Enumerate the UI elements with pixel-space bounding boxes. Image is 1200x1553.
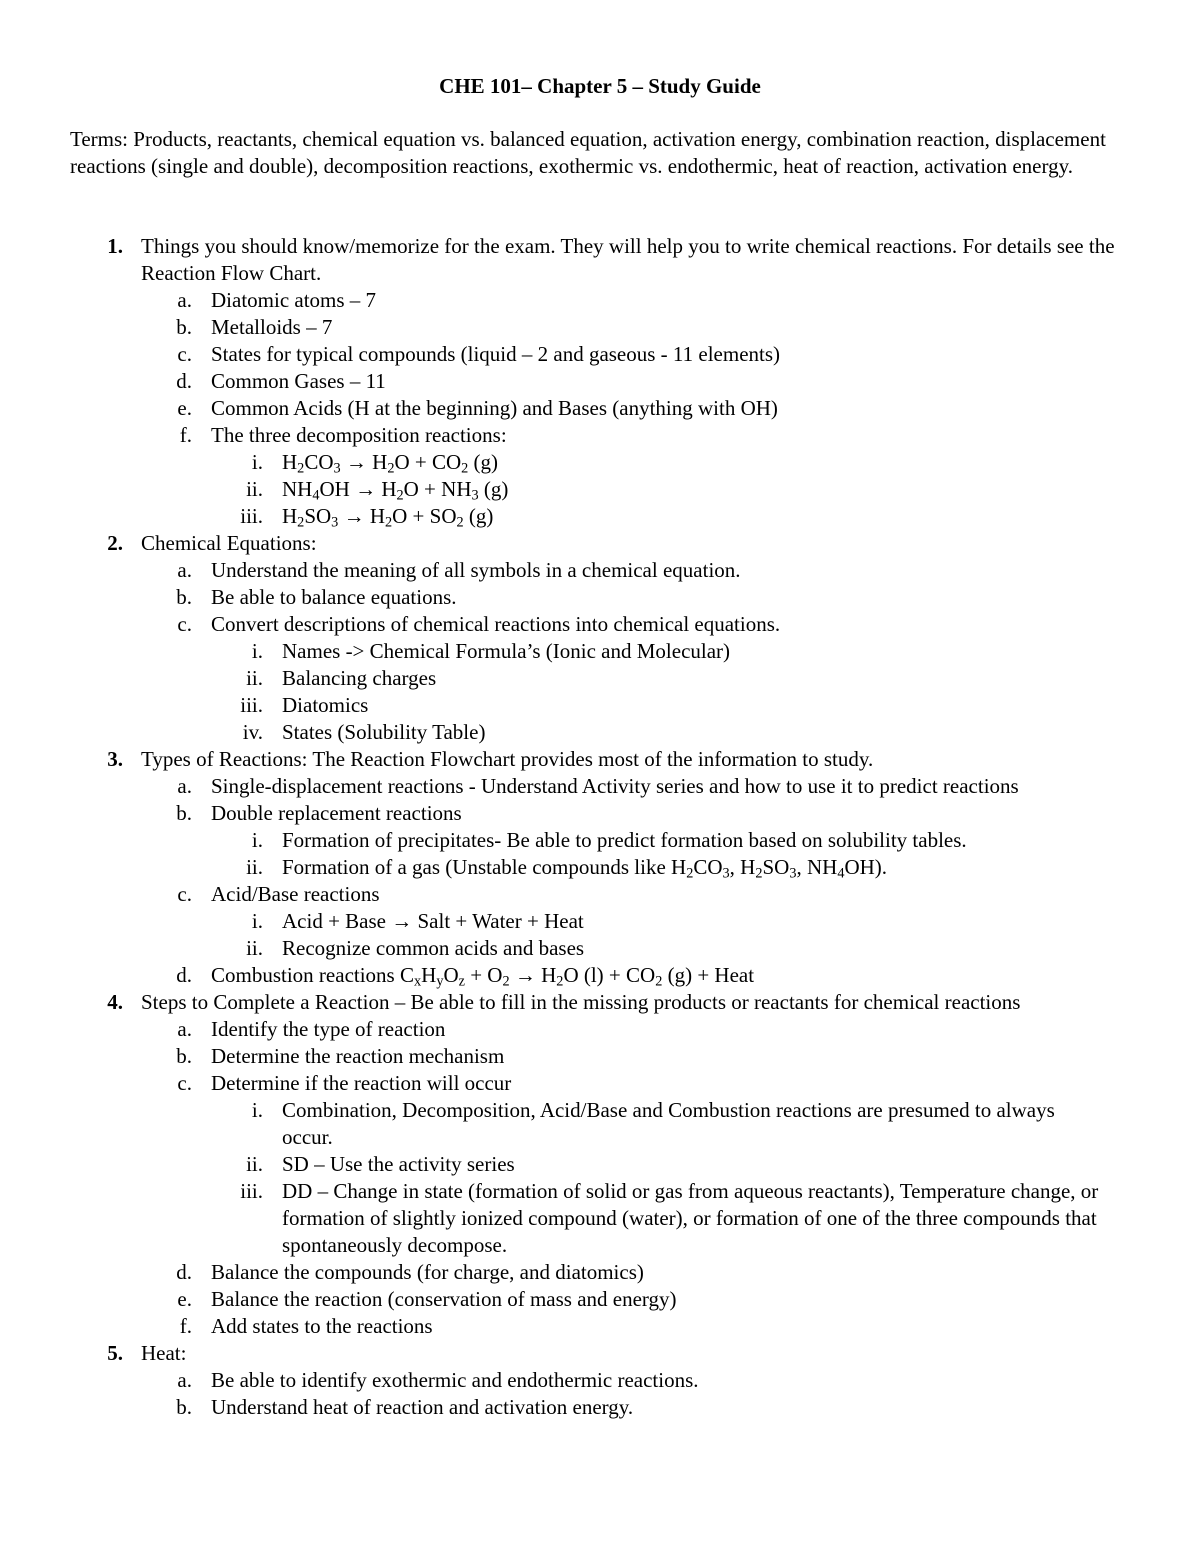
list-marker: 2. xyxy=(107,531,123,555)
sub-list-item xyxy=(0,1097,1200,1151)
list-marker: i. xyxy=(251,639,263,663)
sub-list-item xyxy=(0,1178,1200,1259)
list-marker: 4. xyxy=(107,990,123,1014)
list-item-text: Add states to the reactions xyxy=(211,1314,433,1338)
list-item-text: DD – Change in state (formation of solid or gas from aqueous reactants), Temperature change, or formation of slightly ionized compound (water), or formation of one of the three compounds that spontaneously decompose. xyxy=(282,1179,1099,1257)
list-item-text: Understand the meaning of all symbols in a chemical equation. xyxy=(211,558,741,582)
sub-list-item xyxy=(0,449,1200,476)
list-marker: i. xyxy=(251,450,263,474)
list-item xyxy=(0,1367,1200,1394)
list-item xyxy=(0,287,1200,314)
list-item-text: Determine the reaction mechanism xyxy=(211,1044,505,1068)
list-item-text: Formation of precipitates- Be able to predict formation based on solubility tables. xyxy=(282,828,967,852)
list-marker: f. xyxy=(179,1314,192,1338)
sub-list-item xyxy=(0,476,1200,503)
list-item xyxy=(0,1259,1200,1286)
list-marker: c. xyxy=(177,882,192,906)
list-item xyxy=(0,314,1200,341)
list-item-text: Acid/Base reactions xyxy=(211,882,380,906)
list-item-text: Chemical Equations: xyxy=(141,531,317,555)
list-item xyxy=(0,1313,1200,1340)
list-item-text: Diatomics xyxy=(282,693,369,717)
list-item-text: The three decomposition reactions: xyxy=(211,423,507,447)
list-marker: c. xyxy=(177,612,192,636)
list-item xyxy=(0,422,1200,449)
list-item xyxy=(0,341,1200,368)
list-item-text: $NH_4OH \to H_2O + NH_3$ (g) xyxy=(282,477,509,504)
list-marker: ii. xyxy=(246,936,263,960)
list-item-text: Recognize common acids and bases xyxy=(282,936,585,960)
list-marker: iv. xyxy=(242,720,263,744)
list-item-text: Combustion reactions $C_xH_yO_z + O_2 \to H_2O$ $(l) + CO_2$ (g) + Heat xyxy=(211,963,755,990)
list-marker: iii. xyxy=(240,1179,263,1203)
list-item-text: Identify the type of reaction xyxy=(211,1017,446,1041)
list-item-text: Steps to Complete a Reaction – Be able to fill in the missing products or reactants for chemical reactions xyxy=(141,990,1021,1014)
list-item-text: Diatomic atoms – 7 xyxy=(211,288,377,312)
sub-list-item xyxy=(0,719,1200,746)
list-marker: e. xyxy=(177,1287,192,1311)
list-item-text: Be able to identify exothermic and endothermic reactions. xyxy=(211,1368,699,1392)
sub-list-item xyxy=(0,503,1200,530)
list-item-text: Single-displacement reactions - Understand Activity series and how to use it to predict reactions xyxy=(211,774,1019,798)
list-item xyxy=(0,962,1200,989)
list-marker: iii. xyxy=(240,693,263,717)
list-item xyxy=(0,773,1200,800)
section-heading xyxy=(0,1340,1200,1367)
list-item-text: Understand heat of reaction and activation energy. xyxy=(211,1395,634,1419)
list-item-text: Combination, Decomposition, Acid/Base and Combustion reactions are presumed to always occur. xyxy=(282,1098,1055,1149)
list-item-text: Balance the compounds (for charge, and diatomics) xyxy=(211,1260,644,1284)
list-item-text: States for typical compounds (liquid – 2 and gaseous - 11 elements) xyxy=(211,342,781,366)
list-item xyxy=(0,611,1200,638)
list-marker: d. xyxy=(176,369,192,393)
list-item-text: Determine if the reaction will occur xyxy=(211,1071,512,1095)
list-marker: b. xyxy=(176,315,192,339)
list-marker: b. xyxy=(176,1044,192,1068)
list-marker: i. xyxy=(251,828,263,852)
list-item-text: Be able to balance equations. xyxy=(211,585,457,609)
list-item-text: Heat: xyxy=(141,1341,187,1365)
list-marker: a. xyxy=(177,1017,192,1041)
list-marker: f. xyxy=(179,423,192,447)
list-item-text: Convert descriptions of chemical reactions into chemical equations. xyxy=(211,612,781,636)
list-marker: ii. xyxy=(246,855,263,879)
list-marker: c. xyxy=(177,1071,192,1095)
list-item-text: Acid + Base → Salt + Water + Heat xyxy=(282,909,584,933)
list-marker: a. xyxy=(177,558,192,582)
section-heading xyxy=(0,233,1200,287)
sub-list-item xyxy=(0,1151,1200,1178)
list-item-text: Metalloids – 7 xyxy=(211,315,333,339)
section-heading xyxy=(0,989,1200,1016)
list-marker: d. xyxy=(176,1260,192,1284)
list-item xyxy=(0,395,1200,422)
list-item-text: Balancing charges xyxy=(282,666,437,690)
page-title: CHE 101– Chapter 5 – Study Guide xyxy=(439,74,761,98)
list-item xyxy=(0,881,1200,908)
list-item xyxy=(0,1016,1200,1043)
sub-list-item xyxy=(0,692,1200,719)
list-item-text: $H_2SO_3 \to H_2O + SO_2$ (g) xyxy=(282,504,494,531)
list-marker: ii. xyxy=(246,1152,263,1176)
list-item xyxy=(0,1070,1200,1097)
list-marker: c. xyxy=(177,342,192,366)
list-item xyxy=(0,1394,1200,1421)
list-marker: ii. xyxy=(246,477,263,501)
list-item-text: Balance the reaction (conservation of mass and energy) xyxy=(211,1287,677,1311)
list-marker: ii. xyxy=(246,666,263,690)
list-marker: b. xyxy=(176,585,192,609)
sub-list-item xyxy=(0,827,1200,854)
list-marker: e. xyxy=(177,396,192,420)
list-item-text: Things you should know/memorize for the exam. They will help you to write chemical reactions. For details see the Reaction Flow Chart. xyxy=(141,234,1115,285)
sub-list-item xyxy=(0,638,1200,665)
list-item-text: Common Acids (H at the beginning) and Bases (anything with OH) xyxy=(211,396,778,420)
sub-list-item xyxy=(0,854,1200,881)
list-item-text: $H_2CO_3 \to H_2O + CO_2$ (g) xyxy=(282,450,499,477)
sub-list-item xyxy=(0,935,1200,962)
study-outline xyxy=(0,233,1200,1421)
list-item-text: Names -> Chemical Formula’s (Ionic and Molecular) xyxy=(282,639,731,663)
list-marker: b. xyxy=(176,1395,192,1419)
list-marker: b. xyxy=(176,801,192,825)
list-item-text: Common Gases – 11 xyxy=(211,369,386,393)
list-item xyxy=(0,1286,1200,1313)
list-marker: a. xyxy=(177,1368,192,1392)
list-marker: a. xyxy=(177,288,192,312)
sub-list-item xyxy=(0,908,1200,935)
list-marker: a. xyxy=(177,774,192,798)
list-marker: iii. xyxy=(240,504,263,528)
list-item-text: Double replacement reactions xyxy=(211,801,462,825)
list-marker: 3. xyxy=(107,747,123,771)
list-item-text: Formation of a gas (Unstable compounds like $H_2CO_3$, $H_2SO_3$, $NH_4OH$). xyxy=(282,855,888,882)
section-heading xyxy=(0,530,1200,557)
terms-paragraph: Terms: Products, reactants, chemical equation vs. balanced equation, activation energy, combination reaction, displacement reactions (single and double), decomposition reactions, exothermic vs. endothermic, heat of reaction, activation energy. xyxy=(70,127,1106,178)
list-marker: i. xyxy=(251,909,263,933)
list-item-text: States (Solubility Table) xyxy=(282,720,486,744)
list-marker: 5. xyxy=(107,1341,123,1365)
list-item xyxy=(0,800,1200,827)
list-marker: d. xyxy=(176,963,192,987)
list-item xyxy=(0,557,1200,584)
list-marker: 1. xyxy=(107,234,123,258)
list-item-text: SD – Use the activity series xyxy=(282,1152,515,1176)
list-item xyxy=(0,1043,1200,1070)
sub-list-item xyxy=(0,665,1200,692)
list-item xyxy=(0,584,1200,611)
section-heading xyxy=(0,746,1200,773)
list-marker: i. xyxy=(251,1098,263,1122)
list-item-text: Types of Reactions: The Reaction Flowchart provides most of the information to study. xyxy=(141,747,874,771)
list-item xyxy=(0,368,1200,395)
